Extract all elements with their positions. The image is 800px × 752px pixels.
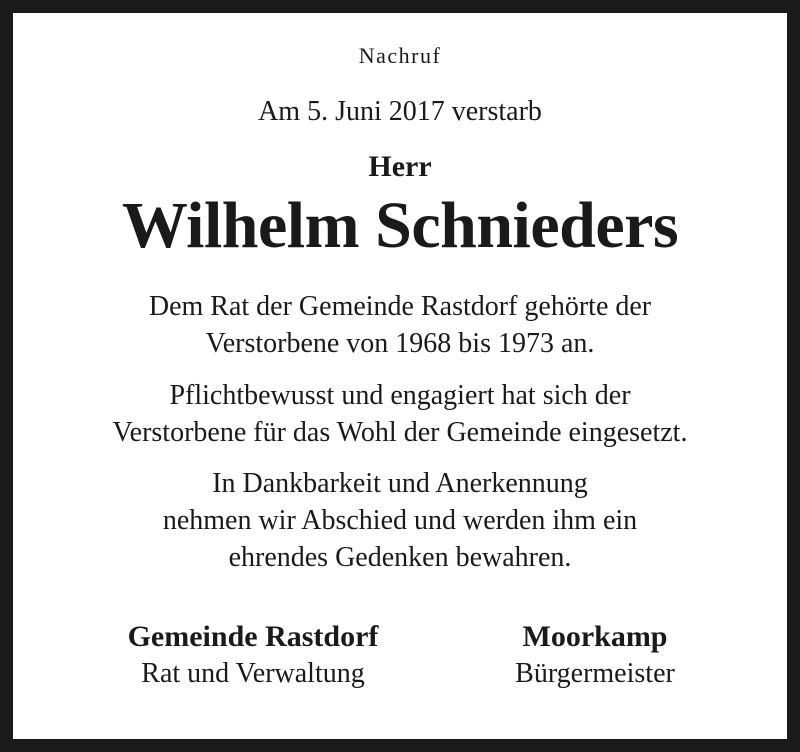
paragraph-engagement — [13, 377, 787, 451]
paragraph-line: Verstorbene für das Wohl der Gemeinde eingesetzt. — [112, 417, 688, 448]
paragraph-farewell — [13, 465, 787, 576]
signature-municipality — [68, 618, 438, 692]
paragraph-council-service — [13, 288, 787, 362]
paragraph-line: nehmen wir Abschied und werden ihm ein — [162, 505, 638, 536]
signature-name: Moorkamp — [522, 620, 668, 653]
paragraph-line: In Dankbarkeit und Anerkennung — [212, 468, 588, 499]
paragraph-line: Pflichtbewusst und engagiert hat sich der — [169, 380, 631, 411]
paragraph-line: ehrendes Gedenken bewahren. — [228, 542, 572, 573]
deceased-name: Wilhelm Schnieders — [121, 189, 679, 262]
signature-name: Gemeinde Rastdorf — [127, 620, 379, 653]
death-date-line: Am 5. Juni 2017 verstarb — [258, 96, 542, 127]
signature-mayor — [460, 618, 730, 692]
salutation: Herr — [368, 150, 432, 183]
paragraph-line: Dem Rat der Gemeinde Rastdorf gehörte der — [148, 291, 652, 322]
signature-role: Bürgermeister — [515, 658, 675, 689]
signature-role: Rat und Verwaltung — [141, 658, 365, 689]
paragraph-line: Verstorbene von 1968 bis 1973 an. — [205, 328, 595, 359]
notice-kicker: Nachruf — [358, 43, 442, 68]
